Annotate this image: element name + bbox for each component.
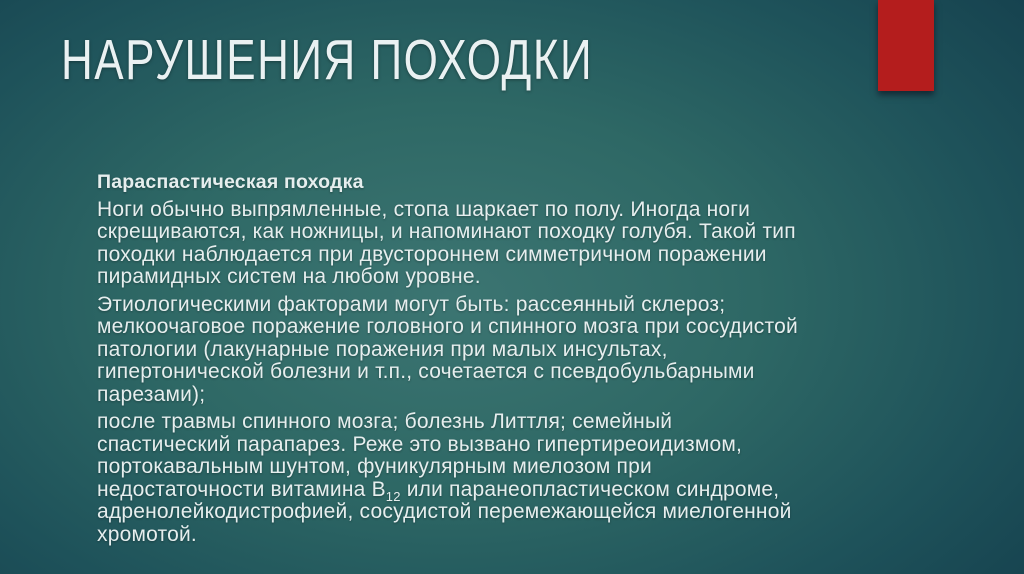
paragraph-3 (97, 411, 801, 546)
slide-title: НАРУШЕНИЯ ПОХОДКИ (61, 29, 594, 92)
vitamin-b12-subscript: 12 (385, 488, 401, 504)
paragraph-3-text: после травмы спинного мозга; болезнь Литтля; семейный спастический парапарез. Реже это вызвано гипертиреоидизмом, портокавальным шунтом, фуникулярным миелозом при недостаточности витамина В (97, 410, 743, 501)
paragraph-1: Ноги обычно выпрямленные, стопа шаркает по полу. Иногда ноги скрещиваются, как ножницы, и напоминают походку голубя. Такой тип походки наблюдается при двустороннем симметричном поражении пирамидных систем на любом уровне. (97, 197, 796, 288)
paragraph-2: Этиологическими факторами могут быть: рассеянный склероз; мелкоочаговое поражение головного и спинного мозга при сосудистой патологии (лакунарные поражения при малых инсультах, гипертонической болезни и т.п., сочетается с псевдобульбарными парезами); (97, 292, 798, 406)
paragraph-3-continuation: или паранеопластическом синдроме, адренолейкодистрофией, сосудистой перемежающейся миелогенной хромотой. (97, 477, 792, 546)
accent-bar (878, 0, 934, 91)
slide-body (97, 171, 801, 551)
body-heading: Параспастическая походка (97, 171, 364, 193)
